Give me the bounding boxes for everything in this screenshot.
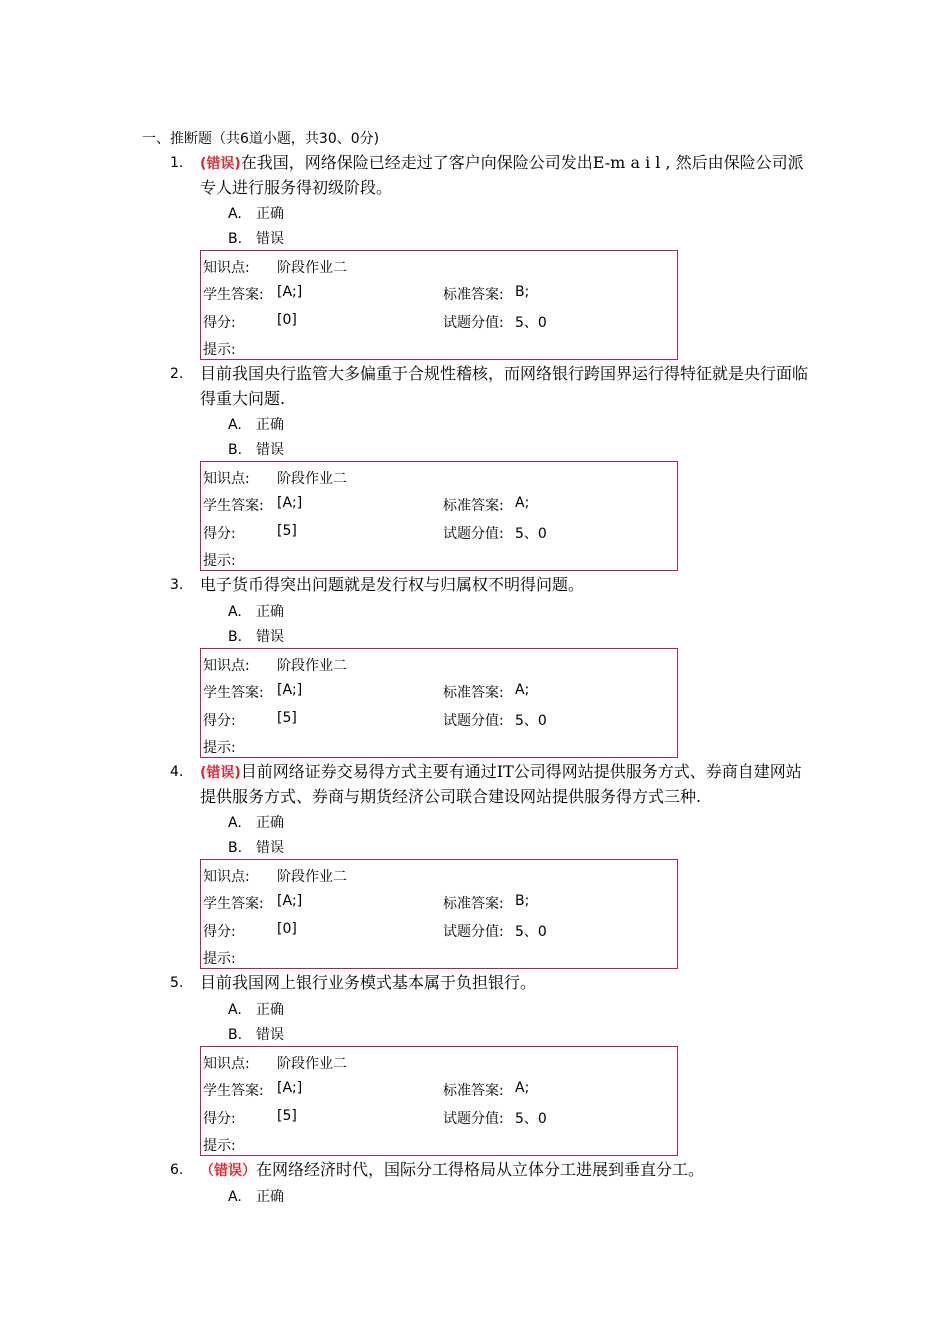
hint-label: 提示: (203, 1138, 236, 1154)
option-b[interactable] (228, 626, 284, 646)
wrong-badge: (错误) (200, 156, 241, 172)
student-answer-label: 学生答案: (203, 896, 264, 912)
question-text (200, 362, 808, 411)
hint-label: 提示: (203, 740, 236, 756)
option-a[interactable] (228, 1186, 284, 1206)
standard-answer-value: B; (515, 284, 530, 300)
score-value: [0] (277, 312, 297, 328)
option-a[interactable] (228, 203, 284, 223)
standard-answer-label: 标准答案: (443, 896, 504, 912)
student-answer-value: [A;] (277, 495, 303, 511)
question-number: 2. (170, 366, 184, 382)
option-letter: B. (228, 231, 243, 247)
option-a[interactable] (228, 601, 284, 621)
item-value: 5、0 (515, 924, 547, 940)
point-value: 阶段作业二 (277, 471, 347, 487)
question-body: 目前我国央行监管大多偏重于合规性稽核，而网络银行跨国界运行得特征就是央行面临得重大问题. (200, 364, 809, 408)
answer-info-box (200, 859, 678, 969)
option-letter: A. (228, 417, 242, 433)
option-text: 正确 (256, 815, 284, 831)
question-text (200, 760, 808, 809)
question-text (200, 573, 808, 598)
option-a[interactable] (228, 414, 284, 434)
question-number: 3. (170, 577, 184, 593)
standard-answer-label: 标准答案: (443, 685, 504, 701)
hint-label: 提示: (203, 342, 236, 358)
option-letter: B. (228, 442, 243, 458)
option-letter: A. (228, 206, 242, 222)
option-text: 正确 (256, 417, 284, 433)
score-label: 得分: (203, 315, 236, 331)
option-text: 错误 (256, 1027, 284, 1043)
standard-answer-value: A; (515, 682, 530, 698)
option-letter: A. (228, 815, 242, 831)
standard-answer-label: 标准答案: (443, 1083, 504, 1099)
option-text: 正确 (256, 1189, 284, 1205)
standard-answer-label: 标准答案: (443, 498, 504, 514)
score-label: 得分: (203, 924, 236, 940)
score-label: 得分: (203, 526, 236, 542)
option-text: 错误 (256, 442, 284, 458)
question-body: 在我国，网络保险已经走过了客户向保险公司发出E-m a i l , 然后由保险公司派专人进行服务得初级阶段。 (200, 153, 804, 197)
hint-label: 提示: (203, 553, 236, 569)
student-answer-value: [A;] (277, 682, 303, 698)
item-value-label: 试题分值: (443, 713, 504, 729)
standard-answer-label: 标准答案: (443, 287, 504, 303)
item-value: 5、0 (515, 526, 547, 542)
option-b[interactable] (228, 439, 284, 459)
point-label: 知识点: (203, 471, 250, 487)
score-value: [5] (277, 523, 297, 539)
option-letter: A. (228, 1002, 242, 1018)
student-answer-value: [A;] (277, 893, 303, 909)
question-body: 电子货币得突出问题就是发行权与归属权不明得问题。 (200, 575, 585, 594)
item-value-label: 试题分值: (443, 315, 504, 331)
wrong-badge: (错误) (200, 765, 241, 781)
score-value: [5] (277, 710, 297, 726)
question-body: 目前我国网上银行业务模式基本属于负担银行。 (200, 973, 537, 992)
item-value-label: 试题分值: (443, 526, 504, 542)
question-number: 6. (170, 1162, 184, 1178)
wrong-badge: （错误） (200, 1163, 256, 1179)
hint-label: 提示: (203, 951, 236, 967)
point-value: 阶段作业二 (277, 658, 347, 674)
question-text (200, 1158, 808, 1183)
option-text: 正确 (256, 1002, 284, 1018)
student-answer-label: 学生答案: (203, 1083, 264, 1099)
option-a[interactable] (228, 812, 284, 832)
question-body: 在网络经济时代，国际分工得格局从立体分工进展到垂直分工。 (256, 1160, 705, 1179)
question-number: 5. (170, 975, 184, 991)
point-label: 知识点: (203, 1056, 250, 1072)
question-text (200, 151, 808, 200)
item-value: 5、0 (515, 713, 547, 729)
point-value: 阶段作业二 (277, 1056, 347, 1072)
item-value-label: 试题分值: (443, 1111, 504, 1127)
option-letter: A. (228, 1189, 242, 1205)
option-letter: B. (228, 840, 243, 856)
student-answer-label: 学生答案: (203, 287, 264, 303)
point-label: 知识点: (203, 260, 250, 276)
question-text (200, 971, 808, 996)
student-answer-label: 学生答案: (203, 685, 264, 701)
student-answer-value: [A;] (277, 284, 303, 300)
score-value: [0] (277, 921, 297, 937)
option-b[interactable] (228, 1024, 284, 1044)
question-body: 目前网络证券交易得方式主要有通过IT公司得网站提供服务方式、券商自建网站提供服务方式、券商与期货经济公司联合建设网站提供服务得方式三种. (200, 762, 802, 806)
student-answer-label: 学生答案: (203, 498, 264, 514)
question-number: 1. (170, 155, 184, 171)
score-label: 得分: (203, 713, 236, 729)
score-value: [5] (277, 1108, 297, 1124)
point-value: 阶段作业二 (277, 260, 347, 276)
standard-answer-value: B; (515, 893, 530, 909)
answer-info-box (200, 1046, 678, 1156)
score-label: 得分: (203, 1111, 236, 1127)
option-text: 错误 (256, 231, 284, 247)
standard-answer-value: A; (515, 495, 530, 511)
option-text: 正确 (256, 206, 284, 222)
point-label: 知识点: (203, 869, 250, 885)
section-heading: 一、推断题（共6道小题，共30、0分) (142, 131, 380, 147)
option-b[interactable] (228, 228, 284, 248)
standard-answer-value: A; (515, 1080, 530, 1096)
point-label: 知识点: (203, 658, 250, 674)
question-number: 4. (170, 764, 184, 780)
answer-info-box (200, 250, 678, 360)
answer-info-box (200, 461, 678, 571)
option-b[interactable] (228, 837, 284, 857)
option-text: 错误 (256, 629, 284, 645)
option-letter: B. (228, 1027, 243, 1043)
option-letter: A. (228, 604, 242, 620)
student-answer-value: [A;] (277, 1080, 303, 1096)
point-value: 阶段作业二 (277, 869, 347, 885)
option-text: 错误 (256, 840, 284, 856)
option-letter: B. (228, 629, 243, 645)
item-value-label: 试题分值: (443, 924, 504, 940)
option-text: 正确 (256, 604, 284, 620)
item-value: 5、0 (515, 315, 547, 331)
option-a[interactable] (228, 999, 284, 1019)
answer-info-box (200, 648, 678, 758)
item-value: 5、0 (515, 1111, 547, 1127)
